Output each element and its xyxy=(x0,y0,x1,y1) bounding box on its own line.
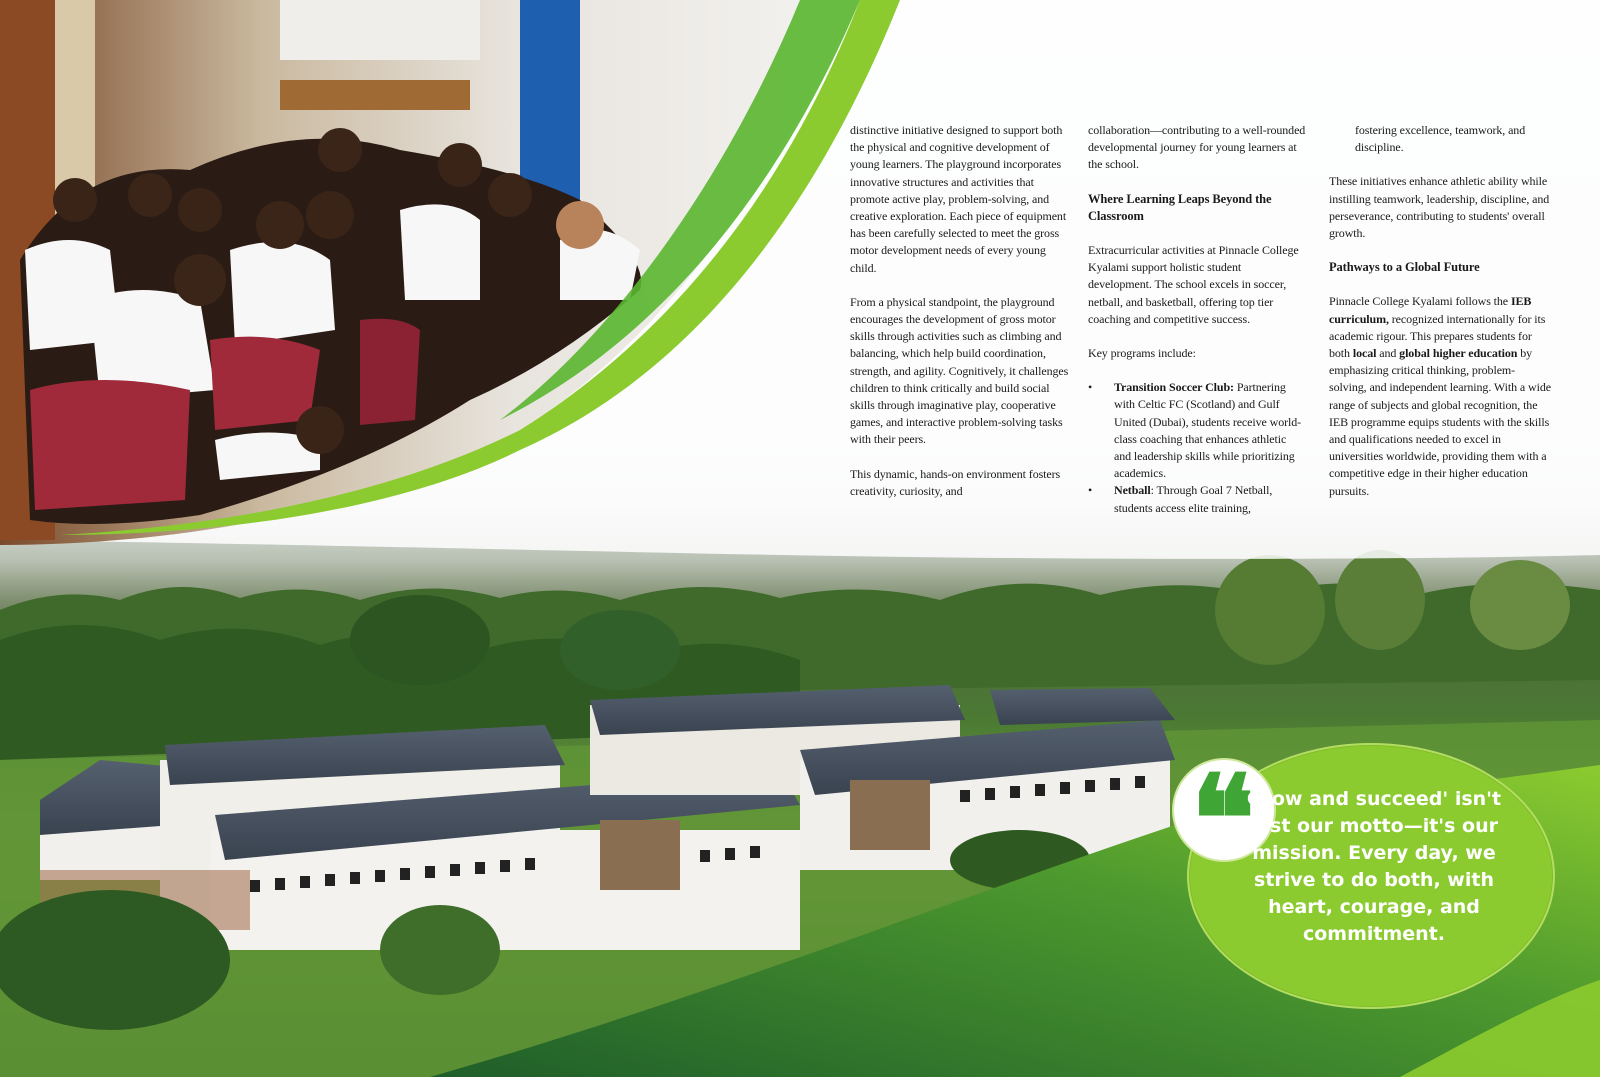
text-run: recognized internationally for its academic rigour. This prepares students for both xyxy=(1329,311,1546,361)
bullet-text: : Through Goal 7 Netball, students access elite training, xyxy=(1114,483,1273,515)
list-item xyxy=(1114,379,1306,482)
text-run: by emphasizing critical thinking, problem-solving, and independent learning. With a wide range of subjects and global recognition, the IEB programme equips students with the skills and qualifications needed to excel in universities worldwide, providing them with a competitive edge in their higher education pursuits. xyxy=(1329,346,1551,498)
paragraph: From a physical standpoint, the playground encourages the development of gross motor skills through activities such as climbing and balancing, which help build coordination, strength, and agility. Cognitively, it challenges children to think critically and build social skills through imaginative play, cooperative games, and interactive problem-solving tasks with their peers. xyxy=(850,294,1069,447)
text-column-2 xyxy=(1088,122,1306,517)
text-run: and xyxy=(1376,346,1400,361)
text-run-bold: local xyxy=(1352,346,1377,361)
text-run-bold: global higher education xyxy=(1399,346,1518,361)
text-column-1 xyxy=(850,122,1072,517)
paragraph: fostering excellence, teamwork, and discipline. xyxy=(1355,123,1526,155)
paragraph: Key programs include: xyxy=(1088,346,1196,361)
paragraph: These initiatives enhance athletic ability while instilling teamwork, leadership, discipline, and perseverance, contributing to students' overall growth. xyxy=(1329,174,1550,241)
bullet-title: Transition Soccer Club: xyxy=(1114,380,1234,395)
quote-marks-icon: ❝ xyxy=(1190,749,1256,890)
text-run-bold: IEB curriculum, xyxy=(1329,294,1532,326)
quote-text: Grow and succeed' isn't just our motto—it's our mission. Every day, we strive to do both, with heart, courage, and commitment. xyxy=(1246,788,1502,945)
section-heading: Where Learning Leaps Beyond the Classroom xyxy=(1088,191,1272,223)
paragraph: distinctive initiative designed to support both the physical and cognitive development of young learners. The playground incorporates innovative structures and activities that promote active play, problem-solving, and creative exploration. Each piece of equipment has been carefully selected to meet the gross motor development needs of every young child. xyxy=(850,123,1067,275)
bullet-text: Partnering with Celtic FC (Scotland) and Gulf United (Dubai), students receive world-class coaching that enhances athletic and leadership skills while prioritizing academics. xyxy=(1114,380,1302,481)
text-column-3 xyxy=(1329,122,1551,517)
paragraph: Extracurricular activities at Pinnacle College Kyalami support holistic student development. The school excels in soccer, netball, and basketball, offering top tier coaching and competitive success. xyxy=(1088,243,1299,326)
paragraph xyxy=(1329,293,1551,499)
text-run: Pinnacle College Kyalami follows the xyxy=(1329,294,1511,309)
bullet-title: Netball xyxy=(1114,483,1151,498)
paragraph: This dynamic, hands-on environment fosters creativity, curiosity, and xyxy=(850,466,1061,498)
list-item xyxy=(1114,482,1306,516)
programs-list xyxy=(1088,379,1306,517)
section-heading: Pathways to a Global Future xyxy=(1329,260,1480,275)
paragraph: collaboration—contributing to a well-rounded developmental journey for young learners at the school. xyxy=(1088,123,1306,172)
